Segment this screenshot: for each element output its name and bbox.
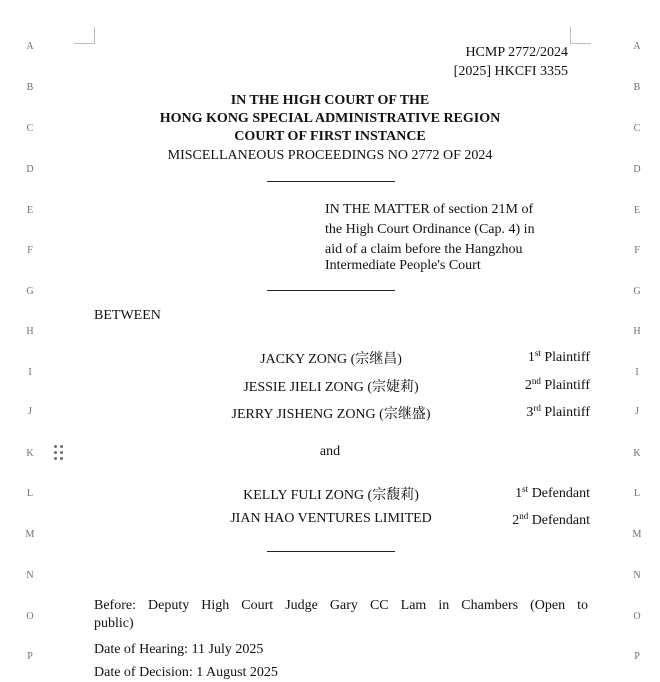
- margin-letter-left: H: [26, 326, 34, 337]
- before-judge-line2: public): [94, 616, 134, 631]
- margin-letter-left: P: [27, 651, 33, 662]
- crop-mark-top-right: [570, 27, 591, 44]
- margin-letter-right: C: [633, 123, 641, 134]
- divider-rule: [267, 551, 395, 552]
- margin-letter-left: N: [26, 570, 34, 581]
- plaintiff-2-role: [525, 376, 590, 394]
- margin-letter-left: O: [26, 611, 34, 622]
- plaintiff-1-role: [528, 348, 590, 366]
- between-label: BETWEEN: [94, 308, 161, 323]
- defendant-1-role: [515, 484, 590, 502]
- margin-letter-left: I: [28, 367, 32, 378]
- margin-letter-right: M: [632, 529, 642, 540]
- role-label: Plaintiff: [544, 350, 590, 365]
- margin-letter-right: K: [633, 448, 641, 459]
- divider-rule: [267, 181, 395, 182]
- plaintiff-3-role: [526, 403, 590, 421]
- defendant-1-name: KELLY FULI ZONG (宗馥莉): [243, 488, 419, 503]
- margin-letter-left: K: [26, 448, 34, 459]
- margin-letter-right: F: [634, 245, 640, 256]
- plaintiff-1-name: JACKY ZONG (宗继昌): [260, 352, 402, 367]
- crop-mark-top-left: [74, 27, 95, 44]
- neutral-citation: [2025] HKCFI 3355: [453, 64, 568, 79]
- ordinal-number: 3: [526, 405, 534, 420]
- ordinal-suffix: st: [522, 484, 529, 494]
- ordinal-suffix: st: [534, 348, 541, 358]
- margin-letter-left: C: [26, 123, 34, 134]
- role-label: Plaintiff: [544, 405, 590, 420]
- court-heading-line2: HONG KONG SPECIAL ADMINISTRATIVE REGION: [159, 111, 501, 126]
- margin-letter-left: J: [28, 406, 32, 417]
- matter-line3: aid of a claim before the Hangzhou: [325, 242, 523, 257]
- action-number: HCMP 2772/2024: [465, 45, 568, 60]
- margin-letter-left: F: [27, 245, 33, 256]
- ordinal-suffix: nd: [531, 376, 541, 386]
- role-label: Plaintiff: [544, 378, 590, 393]
- margin-letter-right: I: [635, 367, 639, 378]
- margin-letter-right: O: [633, 611, 641, 622]
- ordinal-number: 1: [527, 350, 535, 365]
- matter-line2: the High Court Ordinance (Cap. 4) in: [325, 222, 535, 237]
- margin-letter-right: J: [635, 406, 639, 417]
- decision-date: Date of Decision: 1 August 2025: [94, 665, 278, 680]
- margin-letter-right: H: [633, 326, 641, 337]
- margin-letter-left: L: [26, 488, 34, 499]
- plaintiff-3-name: JERRY JISHENG ZONG (宗继盛): [231, 407, 431, 422]
- margin-letter-right: N: [633, 570, 641, 581]
- margin-letter-right: L: [633, 488, 641, 499]
- margin-letter-left: M: [25, 529, 35, 540]
- margin-letter-left: B: [26, 82, 34, 93]
- defendant-2-name: JIAN HAO VENTURES LIMITED: [230, 511, 432, 526]
- ordinal-number: 1: [515, 486, 523, 501]
- margin-letter-right: D: [633, 164, 641, 175]
- court-heading-line1: IN THE HIGH COURT OF THE: [230, 93, 430, 108]
- matter-line4: Intermediate People's Court: [325, 258, 481, 273]
- matter-line1: IN THE MATTER of section 21M of: [325, 202, 534, 217]
- before-judge-line1: Before: Deputy High Court Judge Gary CC Lam in Chambers (Open to: [94, 598, 588, 613]
- margin-letter-right: P: [634, 651, 640, 662]
- divider-rule: [267, 290, 395, 291]
- ordinal-number: 2: [524, 378, 532, 393]
- ordinal-number: 2: [512, 513, 520, 528]
- role-label: Defendant: [531, 513, 590, 528]
- role-label: Defendant: [531, 486, 590, 501]
- margin-letter-right: B: [633, 82, 641, 93]
- margin-letter-left: D: [26, 164, 34, 175]
- proceedings-number: MISCELLANEOUS PROCEEDINGS NO 2772 OF 2024: [167, 148, 493, 163]
- margin-letter-left: E: [26, 205, 34, 216]
- court-heading-line3: COURT OF FIRST INSTANCE: [234, 129, 426, 144]
- defendant-2-role: [512, 511, 590, 529]
- margin-letter-right: G: [633, 286, 641, 297]
- plaintiff-2-name: JESSIE JIELI ZONG (宗婕莉): [243, 380, 419, 395]
- hearing-date: Date of Hearing: 11 July 2025: [94, 642, 264, 657]
- margin-letter-right: A: [633, 41, 641, 52]
- ordinal-suffix: nd: [519, 511, 529, 521]
- ordinal-suffix: rd: [533, 403, 541, 413]
- and-label: and: [319, 444, 341, 459]
- margin-letter-left: A: [26, 41, 34, 52]
- margin-letter-left: G: [26, 286, 34, 297]
- margin-letter-right: E: [633, 205, 641, 216]
